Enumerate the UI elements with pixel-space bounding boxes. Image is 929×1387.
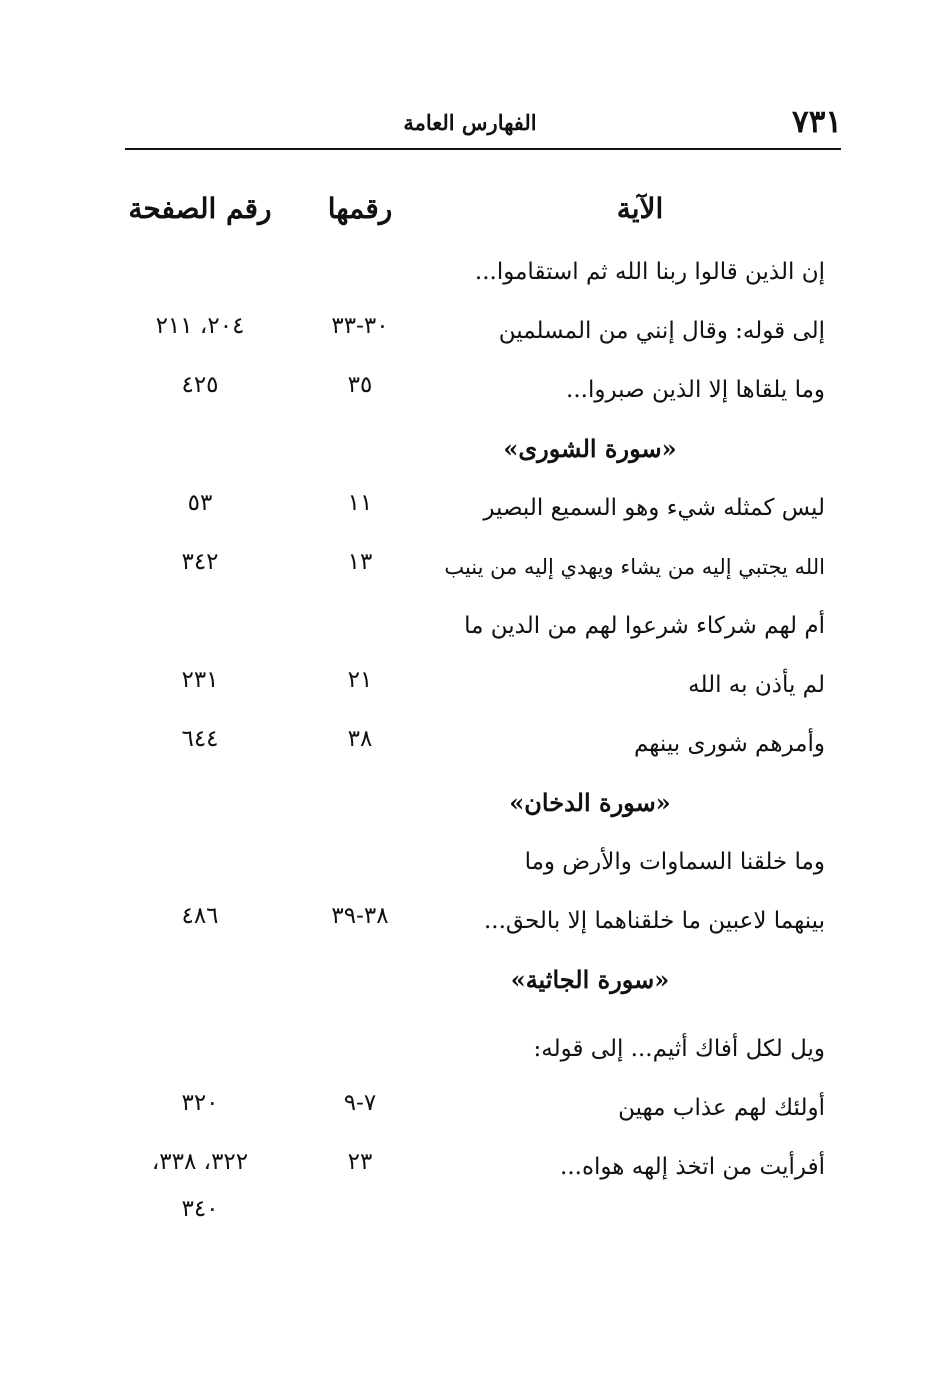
verse-text: بينهما لاعبين ما خلقناهما إلا بالحق... — [483, 908, 825, 934]
verse-text: إن الذين قالوا ربنا الله ثم استقاموا... — [474, 259, 825, 285]
column-head-verse-number: رقمها — [327, 192, 393, 225]
page-reference-continuation: ٣٤٠ — [181, 1196, 219, 1222]
surah-heading: «سورة الجاثية» — [510, 965, 670, 994]
table-row — [0, 243, 929, 301]
table-row — [0, 1020, 929, 1078]
verse-number: ١٣ — [347, 549, 373, 575]
surah-heading-row — [0, 420, 929, 478]
verse-number: ٢١ — [347, 667, 373, 693]
column-head-verse: الآية — [616, 192, 664, 225]
page-reference: ٤٢٥ — [181, 372, 219, 398]
surah-heading-row — [0, 774, 929, 832]
table-row — [0, 597, 929, 655]
column-head-page-number: رقم الصفحة — [128, 192, 272, 225]
verse-text: أفرأيت من اتخذ إلهه هواه... — [560, 1154, 825, 1180]
page-number: ٧٣١ — [792, 104, 842, 140]
table-row — [0, 302, 929, 360]
running-title: الفهارس العامة — [403, 110, 537, 135]
surah-heading: «سورة الشورى» — [503, 434, 677, 463]
verse-text: وأمرهم شورى بينهم — [633, 731, 825, 757]
verse-number: ١١ — [347, 490, 373, 516]
verse-text: ويل لكل أفاك أثيم... إلى قوله: — [533, 1036, 825, 1062]
page-reference: ٦٤٤ — [181, 726, 219, 752]
table-row — [0, 833, 929, 891]
verse-number: ٣٨-٣٩ — [331, 903, 389, 929]
verse-text: وما خلقنا السماوات والأرض وما — [524, 849, 825, 875]
surah-heading: «سورة الدخان» — [509, 788, 671, 817]
surah-heading-row — [0, 951, 929, 1009]
table-row — [0, 538, 929, 596]
table-row — [0, 1138, 929, 1196]
verse-number: ٧-٩ — [343, 1090, 377, 1116]
page-reference: ٥٣ — [187, 490, 213, 516]
verse-number: ٣٠-٣٣ — [331, 313, 389, 339]
table-row — [0, 361, 929, 419]
verse-text: وما يلقاها إلا الذين صبروا... — [566, 377, 825, 403]
table-row — [0, 892, 929, 950]
page-reference: ٣٢٢، ٣٣٨، — [151, 1149, 249, 1175]
page-reference: ٣٢٠ — [181, 1090, 219, 1116]
page-reference: ٢٣١ — [181, 667, 219, 693]
page-reference: ٤٨٦ — [181, 903, 219, 929]
table-row — [0, 1079, 929, 1137]
verse-text: الله يجتبي إليه من يشاء ويهدي إليه من ينيب — [444, 555, 825, 579]
page-reference: ٣٤٢ — [181, 549, 219, 575]
verse-text: إلى قوله: وقال إنني من المسلمين — [498, 318, 825, 344]
header-rule — [125, 148, 841, 150]
table-row — [0, 656, 929, 714]
verse-text: أم لهم شركاء شرعوا لهم من الدين ما — [464, 613, 825, 639]
page-reference: ٢٠٤، ٢١١ — [155, 313, 245, 339]
verse-number: ٢٣ — [347, 1149, 373, 1175]
verse-text: لم يأذن به الله — [688, 672, 825, 698]
verse-number: ٣٥ — [347, 372, 373, 398]
table-row — [0, 479, 929, 537]
verse-text: أولئك لهم عذاب مهين — [618, 1095, 825, 1121]
verse-text: ليس كمثله شيء وهو السميع البصير — [483, 495, 825, 521]
table-row — [0, 715, 929, 773]
verse-number: ٣٨ — [347, 726, 373, 752]
